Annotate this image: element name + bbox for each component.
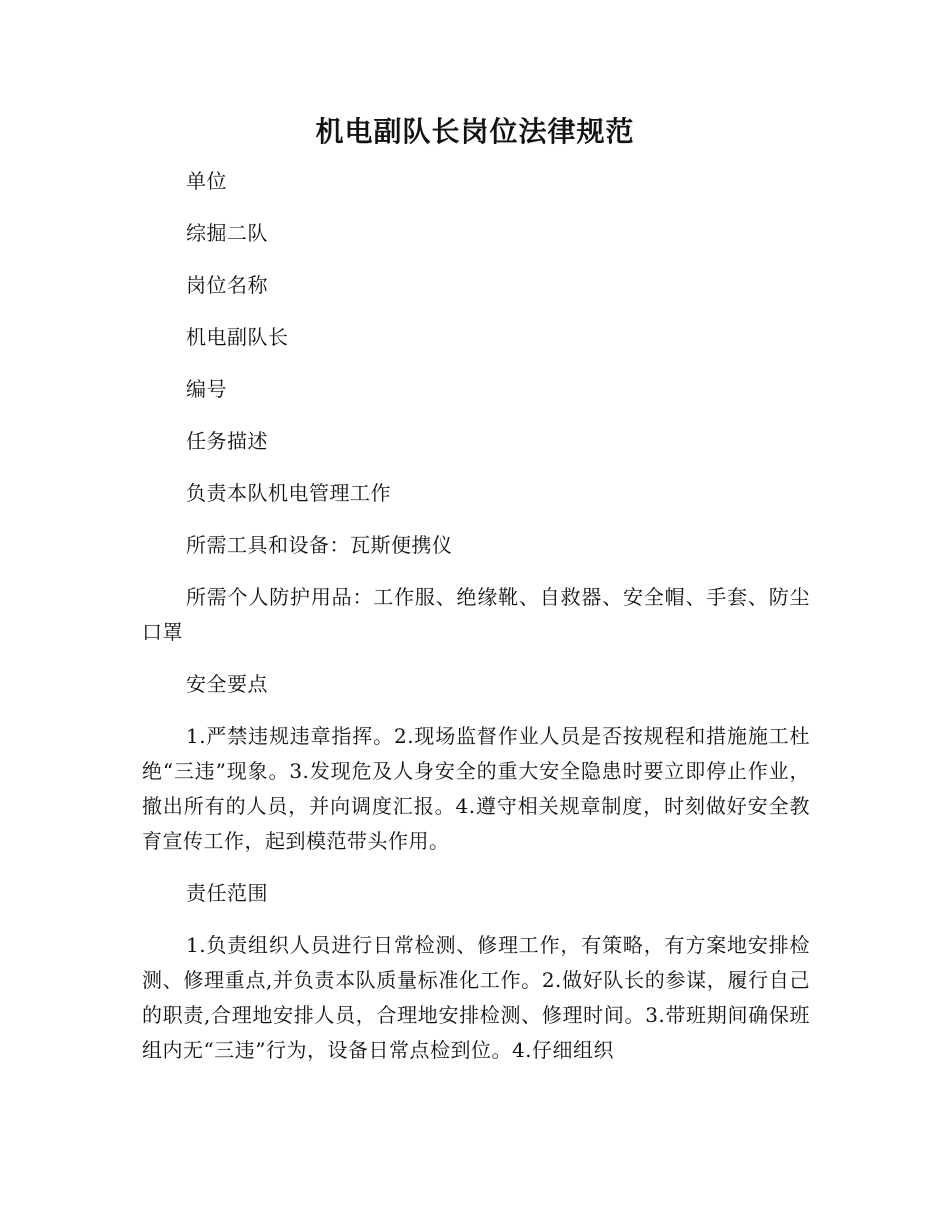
document-title: 机电副队长岗位法律规范 (315, 115, 635, 148)
section-heading-responsibility: 责任范围 (186, 881, 268, 905)
field-value-unit: 综掘二队 (186, 221, 268, 245)
field-value-task: 负责本队机电管理工作 (186, 481, 391, 505)
section-body-responsibility: 1.负责组织人员进行日常检测、修理工作，有策略，有方案地安排检测、修理重点,并负责本队质量标准化工作。2.做好队长的参谋，履行自己的职责,合理地安排人员，合理地安排检测、修理时间。3.带班期间确保班组内无“三违”行为，设备日常点检到位。4.仔细组织 (142, 933, 810, 1062)
section-body-safety: 1.严禁违规违章指挥。2.现场监督作业人员是否按规程和措施施工杜绝“三违”现象。3.发现危及人身安全的重大安全隐患时要立即停止作业，撤出所有的人员，并向调度汇报。4.遵守相关规章制度，时刻做好安全教育宣传工作，起到模范带头作用。 (142, 724, 810, 853)
field-protective-gear: 所需个人防护用品：工作服、绝缘靴、自救器、安全帽、手套、防尘口罩 (142, 585, 810, 644)
document-body (142, 164, 810, 1085)
field-tools: 所需工具和设备：瓦斯便携仪 (186, 533, 453, 557)
field-label-unit: 单位 (186, 169, 227, 193)
field-value-position: 机电副队长 (186, 325, 289, 349)
field-label-task: 任务描述 (186, 429, 268, 453)
field-label-position: 岗位名称 (186, 273, 268, 297)
section-heading-safety: 安全要点 (186, 672, 268, 696)
field-label-number: 编号 (186, 377, 227, 401)
